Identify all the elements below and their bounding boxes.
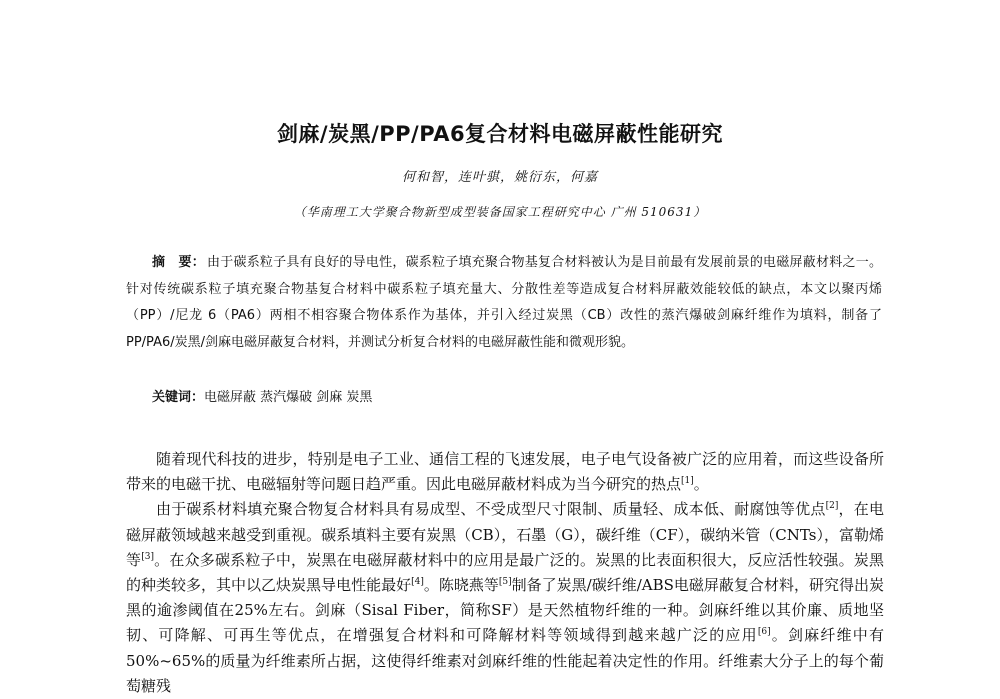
abstract-label: 摘 要： [152,255,205,270]
abstract-text: 由于碳系粒子具有良好的导电性，碳系粒子填充聚合物基复合材料被认为是目前最有发展前景的电磁屏蔽材料之一。针对传统碳系粒子填充聚合物基复合材料中碳系粒子填充量大、分散性差等造成复合材料屏蔽效能较低的缺点，本文以聚丙烯（PP）/尼龙 6（PA6）两相不相容聚合物体系作为基体，并引入经过炭黑（CB）改性的蒸汽爆破剑麻纤维作为填料，制备了PP/PA6/炭黑/剑麻电磁屏蔽复合材料，并测试分析复合材料的电磁屏蔽性能和微观形貌。 [126,255,882,350]
citation: [5] [498,577,512,588]
citation: [4] [411,577,424,588]
paragraph-text: 。剑麻纤维中有50%~65%的质量为纤维素所占据，这使得纤维素对剑麻纤维的性能起着决定性的作用。纤维素大分子上的每个葡萄糖残 [126,626,884,695]
citation: [6] [757,627,771,638]
paragraph-text: 随着现代科技的进步，特别是电子工业、通信工程的飞速发展，电子电气设备被广泛的应用着，而这些设备所带来的电磁干扰、电磁辐射等问题日趋严重。因此电磁屏蔽材料成为当今研究的热点 [126,450,884,494]
body-text [126,447,884,699]
paragraph-text: 。在众多碳系粒子中，炭黑在电磁屏蔽材料中的应用是最广泛的。炭黑的比表面积很大，反应活性较强。炭黑的种类较多，其中以乙炔炭黑导电性能最好 [126,550,884,595]
citation: [1] [681,476,694,487]
paragraph-text: 。陈晓燕等 [423,576,499,595]
abstract [126,250,882,356]
paragraph [126,447,884,497]
paragraph [126,497,884,699]
keywords-label: 关键词： [152,390,205,405]
author-list: 何和智，连叶骐，姚衍东，何嘉 [401,170,598,185]
citation: [2] [825,501,839,512]
affiliation: （华南理工大学聚合物新型成型装备国家工程研究中心 广州 510631） [293,205,707,219]
citation: [3] [141,551,154,562]
paragraph-text: 制备了炭黑/碳纤维/ABS电磁屏蔽复合材料，研究得出炭黑的逾渗阈值在25%左右。剑麻（Sisal Fiber，简称SF）是天然植物纤维的一种。剑麻纤维以其价廉、质地坚韧、可降解、可再生等优点，在增强复合材料和可降解材料等领域得到越来越广泛的应用 [126,576,884,645]
keywords-text: 电磁屏蔽 蒸汽爆破 剑麻 炭黑 [204,390,373,405]
keywords [152,386,872,405]
paragraph-text: 由于碳系材料填充聚合物复合材料具有易成型、不受成型尺寸限制、质量轻、成本低、耐腐蚀等优点 [156,500,826,519]
paragraph-text: 。 [693,475,709,494]
paragraph-text: ，在电磁屏蔽领域越来越受到重视。碳系填料主要有炭黑（CB），石墨（G），碳纤维（CF），碳纳米管（CNTs），富勒烯等 [126,500,884,569]
paper-title: 剑麻/炭黑/PP/PA6复合材料电磁屏蔽性能研究 [276,122,724,146]
